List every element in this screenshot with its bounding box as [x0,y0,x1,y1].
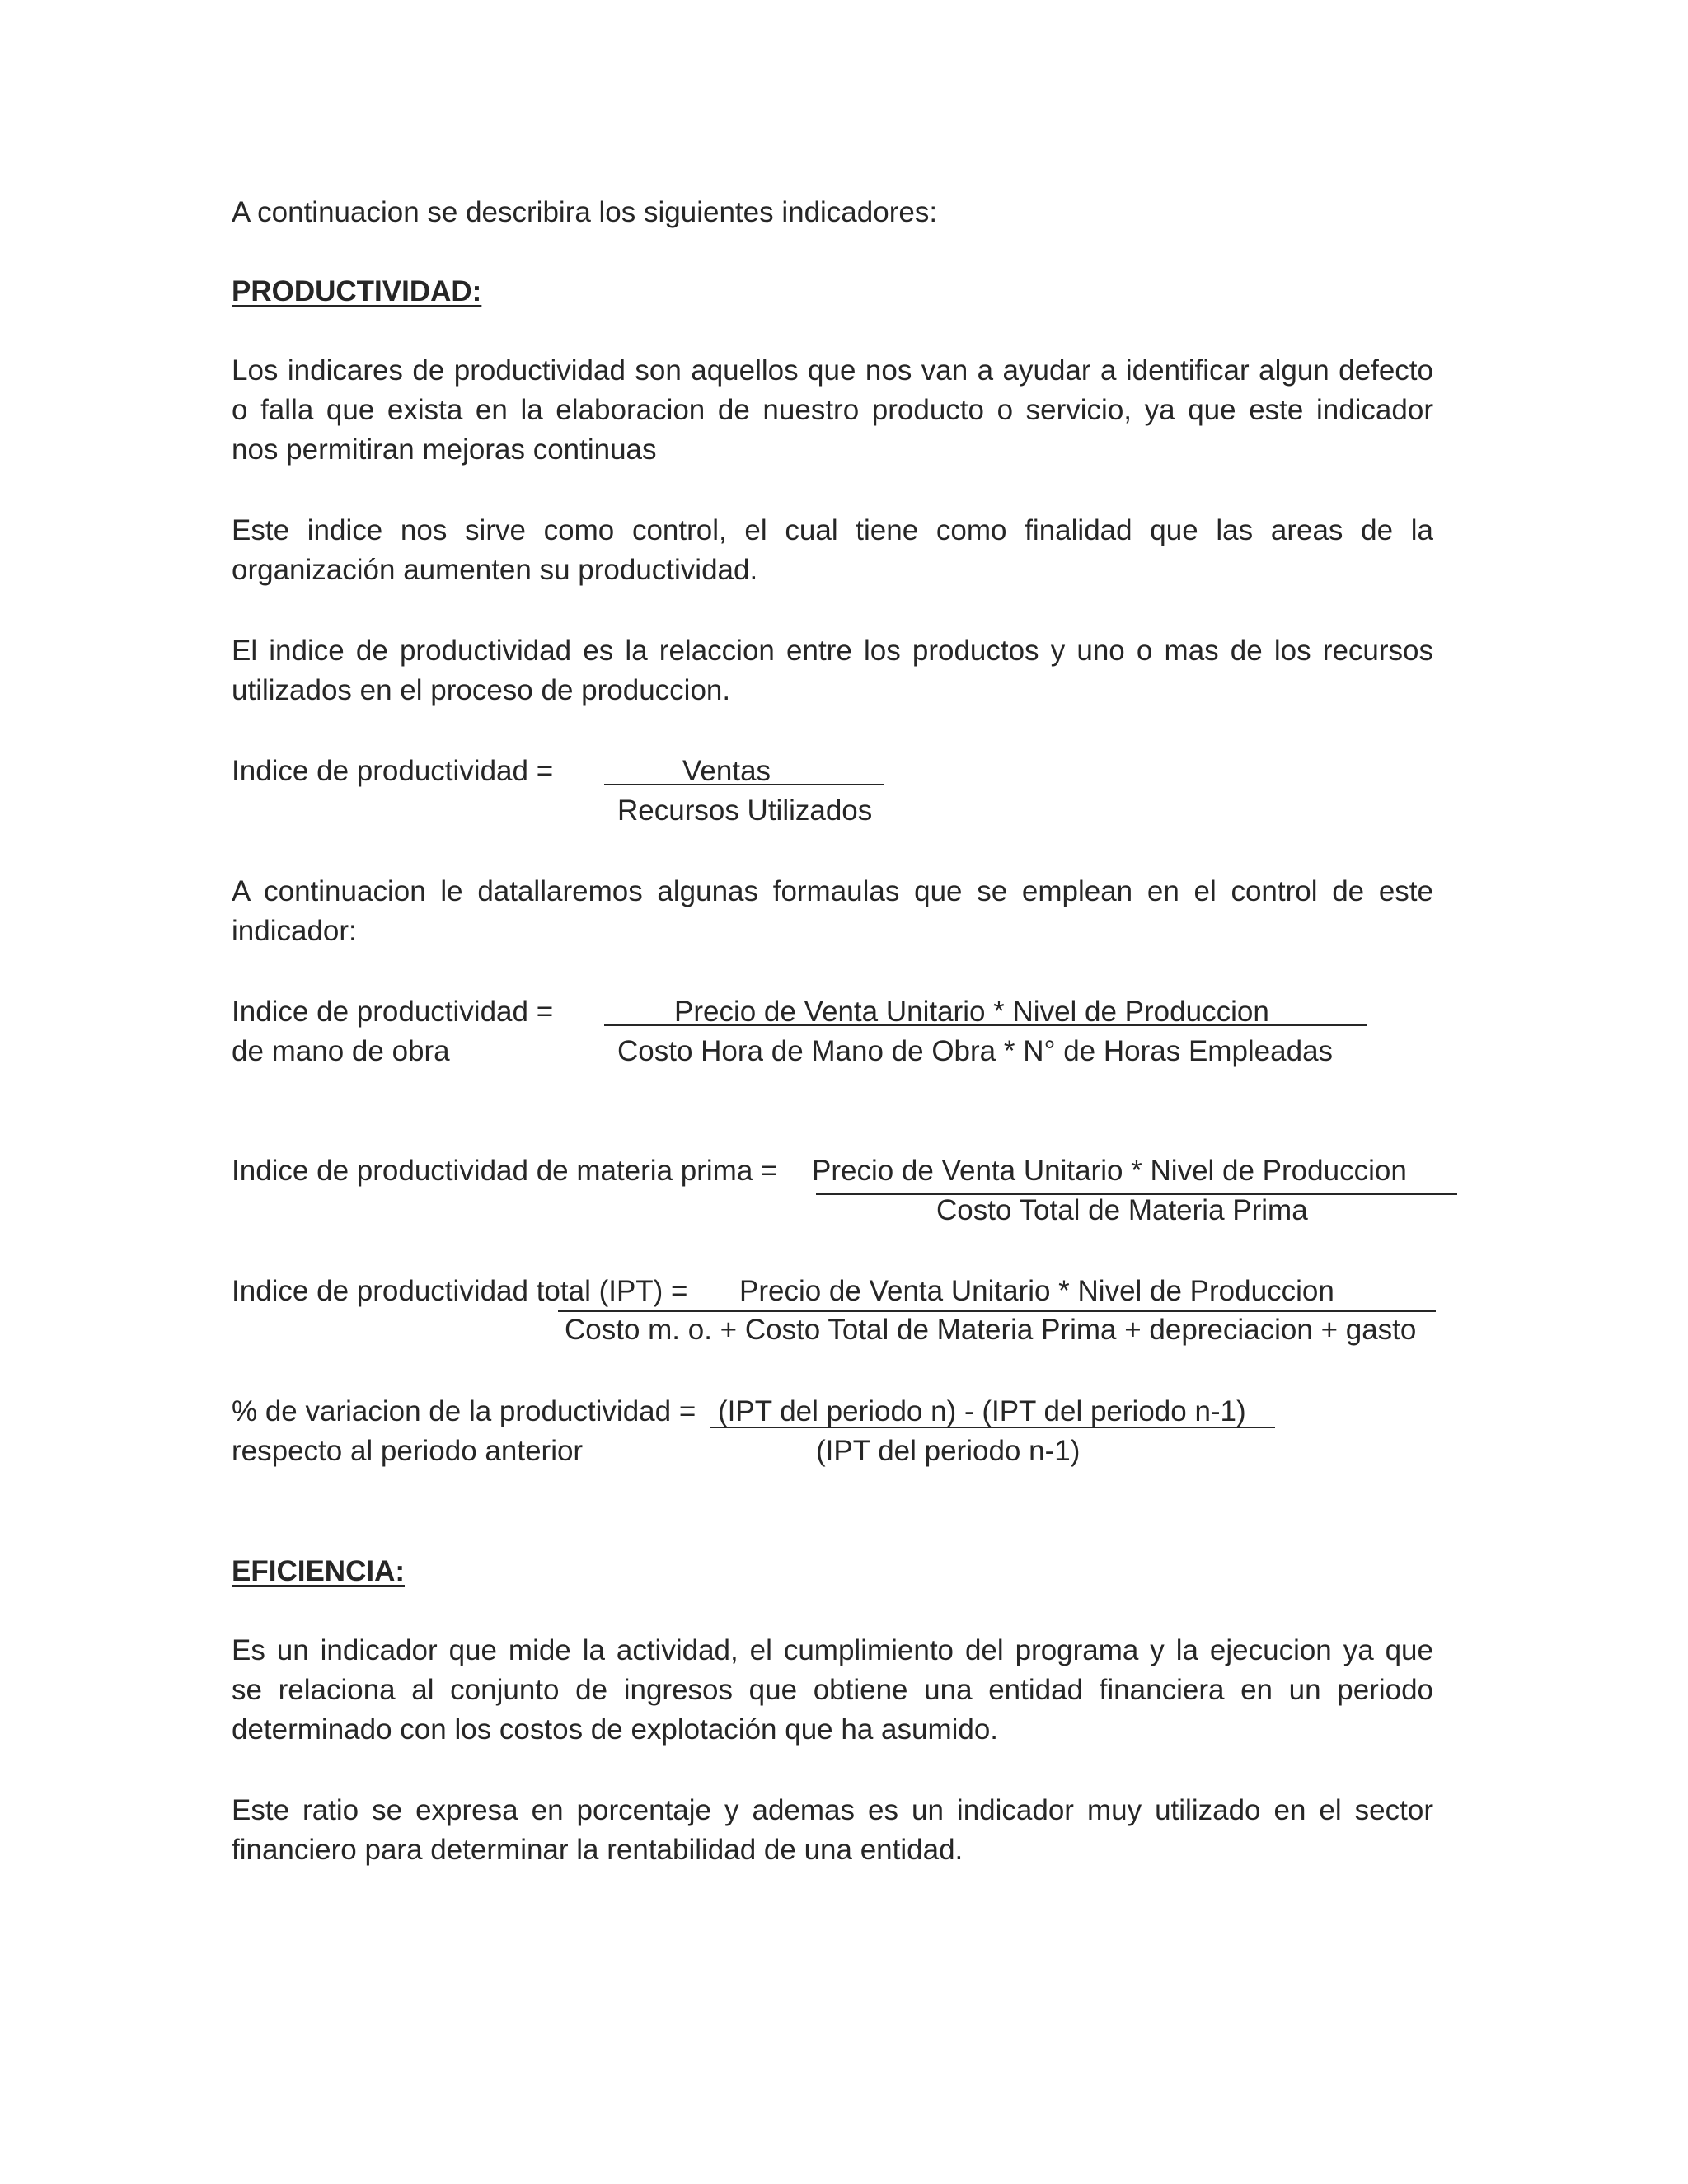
formula-numerator: Precio de Venta Unitario * Nivel de Produccion [812,1155,1407,1187]
formula-label: % de variacion de la productividad = [232,1395,696,1427]
paragraph-formulas-intro [232,872,1433,951]
section-heading-eficiencia: EFICIENCIA: [232,1555,405,1587]
formula-label: Indice de productividad total (IPT) = [232,1275,688,1307]
paragraph-line: o falla que exista en la elaboracion de nuestro producto o servicio, ya que este indicador [232,394,1433,426]
paragraph-line: El indice de productividad es la relaccion entre los productos y uno o mas de los recursos [232,635,1433,667]
paragraph-line: indicador: [232,915,357,947]
formula-label: Indice de productividad = [232,755,554,787]
formula-numerator: Precio de Venta Unitario * Nivel de Produccion [739,1275,1334,1307]
formula-numerator: Precio de Venta Unitario * Nivel de Produccion [674,996,1269,1028]
paragraph-line: Este ratio se expresa en porcentaje y ademas es un indicador muy utilizado en el sector [232,1794,1433,1826]
paragraph-productividad-definition [232,351,1433,470]
paragraph-line: A continuacion le datallaremos algunas formaulas que se emplean en el control de este [232,875,1433,907]
section-heading-productividad: PRODUCTIVIDAD: [232,275,482,307]
paragraph-line: nos permitiran mejoras continuas [232,434,657,466]
paragraph-productividad-control [232,511,1433,590]
formula-numerator: (IPT del periodo n) - (IPT del periodo n-1) [718,1395,1246,1427]
paragraph-line: utilizados en el proceso de produccion. [232,674,731,706]
intro-text: A continuacion se describira los siguientes indicadores: [232,196,938,228]
paragraph-productividad-relacion [232,631,1433,710]
fraction-bar [604,1024,1367,1026]
paragraph-line: Este indice nos sirve como control, el cual tiene como finalidad que las areas de la [232,514,1433,546]
formula-denominator: Costo Total de Materia Prima [936,1194,1308,1226]
paragraph-line: se relaciona al conjunto de ingresos que obtiene una entidad financiera en un periodo [232,1674,1433,1706]
paragraph-line: financiero para determinar la rentabilidad de una entidad. [232,1834,964,1866]
formula-label: Indice de productividad de materia prima = [232,1155,778,1187]
paragraph-line: organización aumenten su productividad. [232,554,758,586]
formula-numerator: Ventas [682,755,771,787]
paragraph-line: Es un indicador que mide la actividad, el cumplimiento del programa y la ejecucion ya que [232,1634,1433,1666]
fraction-bar [604,784,884,785]
formula-denominator: (IPT del periodo n-1) [816,1435,1081,1467]
paragraph-eficiencia-ratio [232,1791,1433,1870]
fraction-bar [710,1427,1275,1428]
paragraph-line: determinado con los costos de explotación que ha asumido. [232,1713,999,1746]
formula-denominator: Recursos Utilizados [617,794,873,827]
formula-label: Indice de productividad = [232,996,554,1028]
formula-denominator: Costo m. o. + Costo Total de Materia Prima + depreciacion + gasto [565,1314,1417,1346]
formula-label-continued: de mano de obra [232,1035,450,1067]
formula-label-continued: respecto al periodo anterior [232,1435,584,1467]
paragraph-eficiencia-definition [232,1631,1433,1750]
formula-denominator: Costo Hora de Mano de Obra * N° de Horas Empleadas [617,1035,1334,1067]
paragraph-line: Los indicares de productividad son aquellos que nos van a ayudar a identificar algun defecto [232,354,1433,387]
